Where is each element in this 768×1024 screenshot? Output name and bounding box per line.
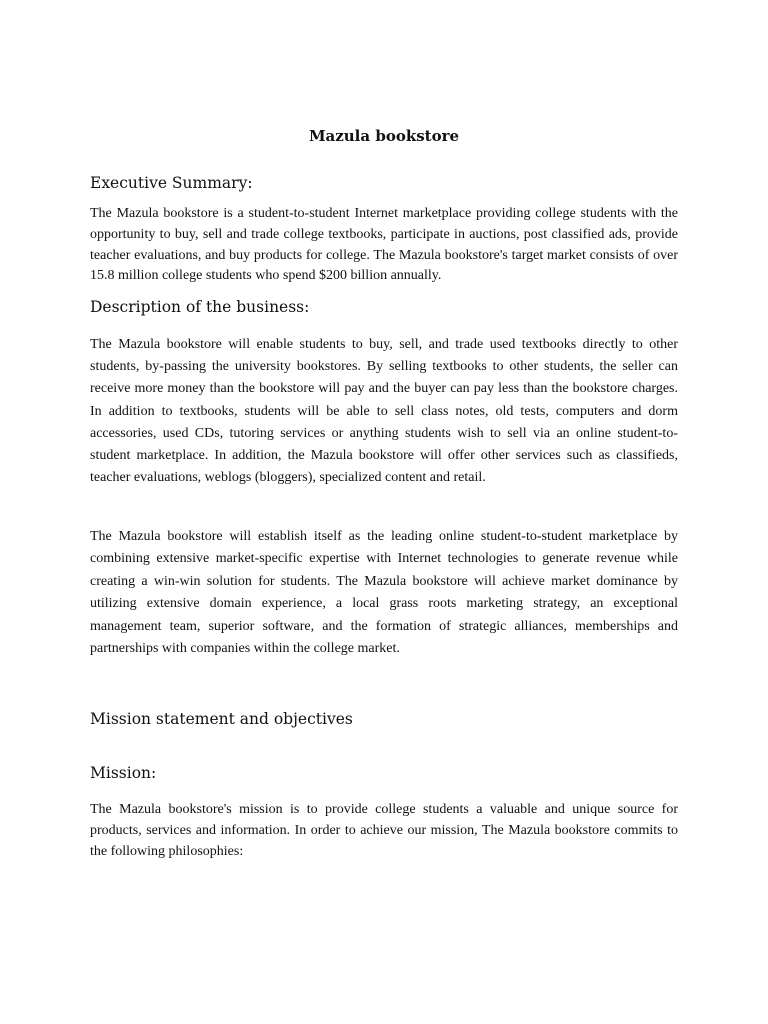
executive-summary-paragraph: The Mazula bookstore is a student-to-student Internet marketplace providing college students with the opportunity to buy, sell and trade college textbooks, participate in auctions, post classified ads, provide teacher evaluations, and buy products for college. The Mazula bookstore's target market consists of over 15.8 million college students who spend $200 billion annually. [90,206,678,284]
document-title: Mazula bookstore [308,127,460,145]
description-paragraph-2: The Mazula bookstore will establish itself as the leading online student-to-student marketplace by combining extensive market-specific expertise with Internet technologies to generate revenue while creating a win-win solution for students. The Mazula bookstore will achieve market dominance by utilizing extensive domain experience, a local grass roots marketing strategy, an exceptional management team, superior software, and the formation of strategic alliances, memberships and partnerships with companies within the college market. [90,529,678,657]
mission-heading: Mission: [90,764,157,782]
executive-summary-heading: Executive Summary: [90,174,253,192]
description-paragraph-1: The Mazula bookstore will enable students to buy, sell, and trade used textbooks directly to other students, by-passing the university bookstores. By selling textbooks to other students, the seller can receive more money than the bookstore will pay and the buyer can pay less than the bookstore charges. In addition to textbooks, students will be able to sell class notes, old tests, computers and dorm accessories, used CDs, tutoring services or anything students wish to sell via an online student-to-student marketplace. In addition, the Mazula bookstore will offer other services such as classifieds, teacher evaluations, weblogs (bloggers), specialized content and retail. [90,337,678,486]
mission-paragraph: The Mazula bookstore's mission is to provide college students a valuable and unique source for products, services and information. In order to achieve our mission, The Mazula bookstore commits to the following philosophies: [90,802,678,859]
description-heading: Description of the business: [90,298,310,316]
mission-objectives-heading: Mission statement and objectives [90,710,353,728]
